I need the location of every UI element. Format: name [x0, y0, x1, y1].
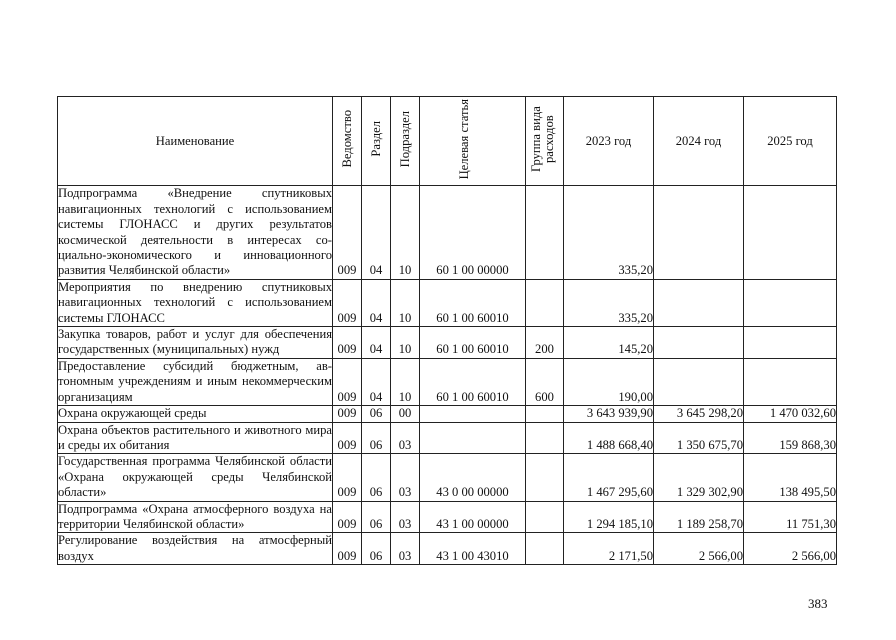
table-row	[58, 454, 837, 501]
cell-subsection: 03	[391, 533, 420, 565]
cell-2025	[744, 358, 837, 405]
cell-department: 009	[333, 358, 362, 405]
header-target-item: Целевая статья	[420, 97, 526, 186]
cell-department: 009	[333, 186, 362, 279]
cell-expense-group	[526, 501, 564, 533]
cell-name: Мероприятия по внедрению спутниковых навигационных технологий с использованием системы ГЛОНАСС	[58, 279, 332, 325]
cell-section: 06	[362, 501, 391, 533]
cell-target-item: 60 1 00 60010	[420, 327, 526, 359]
page-number: 383	[808, 596, 828, 611]
cell-2025: 2 566,00	[744, 533, 837, 565]
cell-section: 06	[362, 406, 391, 422]
cell-2023: 190,00	[564, 358, 654, 405]
cell-subsection: 03	[391, 454, 420, 501]
header-2024: 2024 год	[654, 97, 744, 186]
cell-target-item	[420, 406, 526, 422]
cell-2024	[654, 186, 744, 279]
table-row	[58, 358, 837, 405]
cell-department: 009	[333, 454, 362, 501]
cell-department: 009	[333, 422, 362, 454]
header-subsection: Подраздел	[391, 97, 420, 186]
cell-name: Подпрограмма «Охрана атмосферного воздуха на территории Челябинской области»	[58, 501, 332, 531]
cell-subsection: 10	[391, 327, 420, 359]
cell-2023: 2 171,50	[564, 533, 654, 565]
cell-2024: 1 350 675,70	[654, 422, 744, 454]
cell-target-item: 43 0 00 00000	[420, 454, 526, 501]
cell-section: 06	[362, 422, 391, 454]
cell-department: 009	[333, 501, 362, 533]
header-2025: 2025 год	[744, 97, 837, 186]
cell-2024: 3 645 298,20	[654, 406, 744, 422]
cell-department: 009	[333, 279, 362, 326]
cell-name: Подпрограмма «Внедрение спутниковых навигационных технологий с использованием системы ГЛОНАСС и других результатов космической деятельности в интересах социально-экономического и инновационного развития Челябинской области»	[58, 186, 332, 278]
cell-target-item	[420, 422, 526, 454]
cell-name: Регулирование воздействия на атмосферный воздух	[58, 533, 332, 563]
cell-2024	[654, 327, 744, 359]
cell-subsection: 10	[391, 186, 420, 279]
header-name: Наименование	[58, 97, 333, 186]
cell-subsection: 10	[391, 358, 420, 405]
cell-expense-group: 200	[526, 327, 564, 359]
cell-2025: 11 751,30	[744, 501, 837, 533]
table-row	[58, 327, 837, 359]
cell-department: 009	[333, 327, 362, 359]
cell-name: Предоставление субсидий бюджетным, автономным учреждениям и иным некоммерческим организациям	[58, 358, 332, 404]
cell-target-item: 60 1 00 00000	[420, 186, 526, 279]
cell-2024: 2 566,00	[654, 533, 744, 565]
cell-name: Охрана объектов растительного и животного мира и среды их обитания	[58, 422, 332, 452]
cell-2025: 159 868,30	[744, 422, 837, 454]
cell-department: 009	[333, 533, 362, 565]
cell-subsection: 03	[391, 422, 420, 454]
cell-expense-group	[526, 279, 564, 326]
cell-2023: 335,20	[564, 279, 654, 326]
cell-2025	[744, 279, 837, 326]
cell-2023: 335,20	[564, 186, 654, 279]
cell-target-item: 43 1 00 43010	[420, 533, 526, 565]
cell-department: 009	[333, 406, 362, 422]
cell-section: 04	[362, 358, 391, 405]
cell-2024: 1 329 302,90	[654, 454, 744, 501]
cell-2025: 138 495,50	[744, 454, 837, 501]
cell-expense-group	[526, 454, 564, 501]
table-row	[58, 422, 837, 454]
cell-2025: 1 470 032,60	[744, 406, 837, 422]
cell-section: 04	[362, 186, 391, 279]
header-expense-group: Группа вида расходов	[526, 97, 564, 186]
cell-2025	[744, 327, 837, 359]
cell-expense-group	[526, 533, 564, 565]
cell-section: 06	[362, 454, 391, 501]
cell-section: 04	[362, 327, 391, 359]
table-row	[58, 533, 837, 565]
table-row	[58, 279, 837, 326]
header-2023: 2023 год	[564, 97, 654, 186]
cell-expense-group: 600	[526, 358, 564, 405]
cell-subsection: 00	[391, 406, 420, 422]
cell-subsection: 03	[391, 501, 420, 533]
table-row	[58, 501, 837, 533]
cell-2023: 145,20	[564, 327, 654, 359]
cell-2023: 1 294 185,10	[564, 501, 654, 533]
cell-2023: 3 643 939,90	[564, 406, 654, 422]
table-body	[58, 186, 837, 565]
cell-target-item: 60 1 00 60010	[420, 279, 526, 326]
header-row	[58, 97, 837, 186]
cell-expense-group	[526, 422, 564, 454]
cell-subsection: 10	[391, 279, 420, 326]
cell-2023: 1 488 668,40	[564, 422, 654, 454]
header-section: Раздел	[362, 97, 391, 186]
budget-table	[57, 96, 837, 565]
cell-section: 04	[362, 279, 391, 326]
table-row	[58, 406, 837, 422]
cell-2025	[744, 186, 837, 279]
cell-name: Государственная программа Челябинской области «Охрана окружающей среды Челябинской области»	[58, 454, 332, 500]
cell-2024	[654, 279, 744, 326]
cell-expense-group	[526, 406, 564, 422]
cell-2023: 1 467 295,60	[564, 454, 654, 501]
header-department: Ведомство	[333, 97, 362, 186]
cell-2024	[654, 358, 744, 405]
cell-section: 06	[362, 533, 391, 565]
cell-target-item: 60 1 00 60010	[420, 358, 526, 405]
cell-name: Охрана окружающей среды	[58, 406, 333, 422]
cell-target-item: 43 1 00 00000	[420, 501, 526, 533]
cell-2024: 1 189 258,70	[654, 501, 744, 533]
cell-name: Закупка товаров, работ и услуг для обеспечения государственных (муниципальных) нужд	[58, 327, 332, 357]
table-row	[58, 186, 837, 279]
cell-expense-group	[526, 186, 564, 279]
